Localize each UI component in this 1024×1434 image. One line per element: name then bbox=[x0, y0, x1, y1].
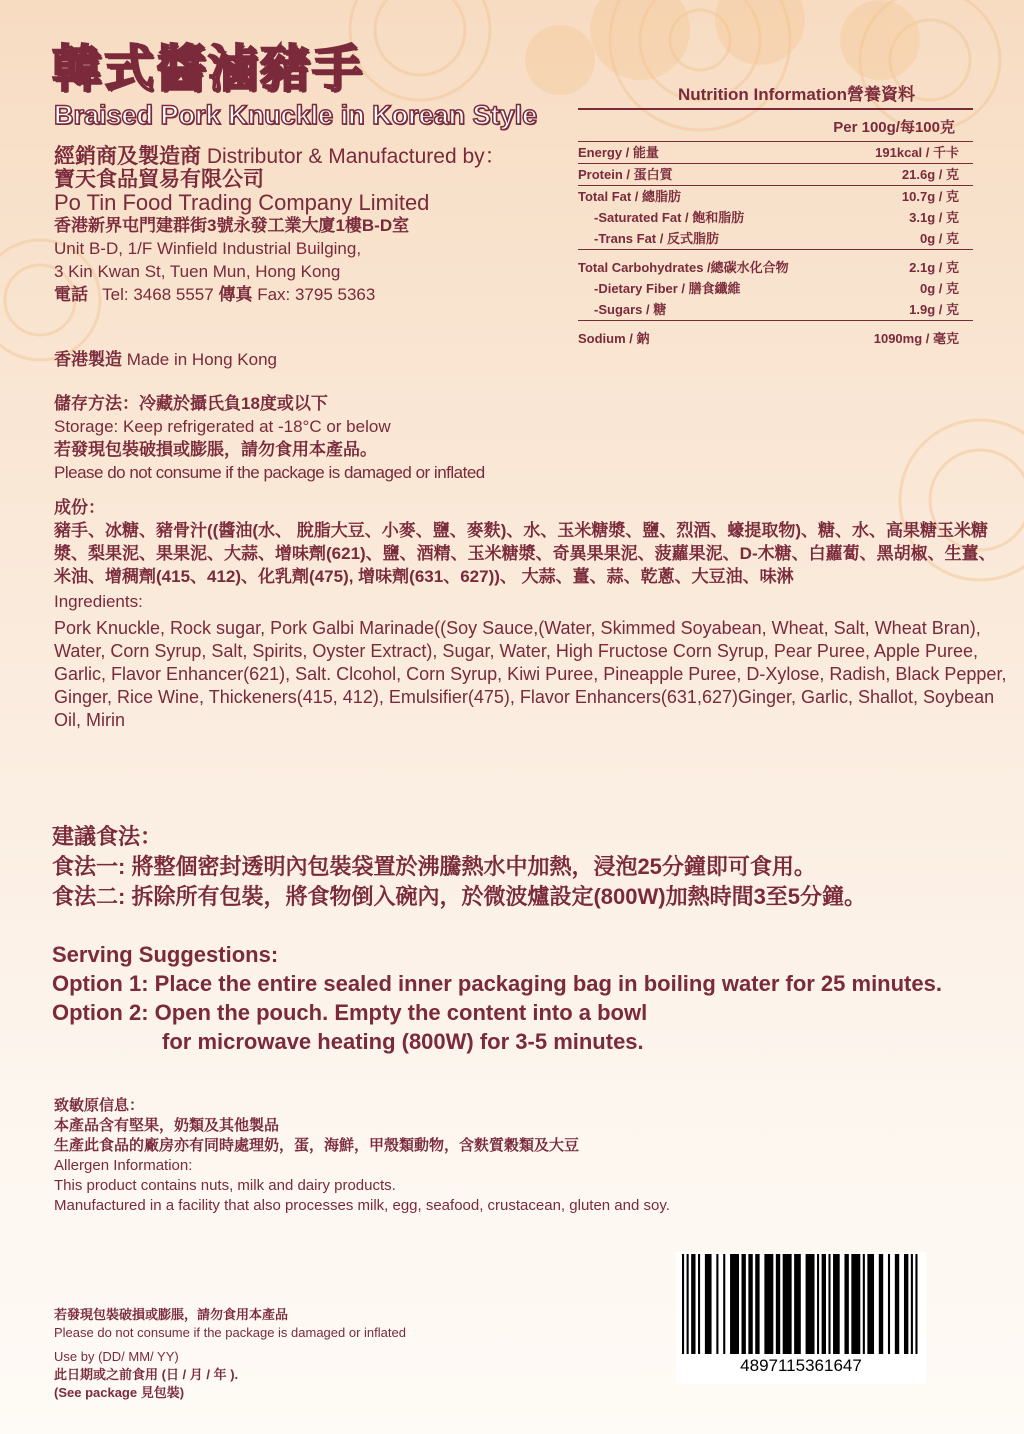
barcode-bar bbox=[911, 1254, 913, 1354]
use-by-en: Use by (DD/ MM/ YY) bbox=[54, 1349, 179, 1364]
suggestion-option1-zh: 食法一: 將整個密封透明內包裝袋置於沸騰熱水中加熱，浸泡25分鐘即可食用。 bbox=[52, 854, 816, 879]
nutrient-value: 1.9g / 克 bbox=[909, 302, 959, 317]
barcode-bar bbox=[828, 1254, 830, 1354]
suggestions-heading-en: Serving Suggestions: bbox=[52, 942, 279, 967]
nutrient-value: 0g / 克 bbox=[919, 231, 959, 246]
nutrient-label: Energy / 能量 bbox=[578, 142, 846, 164]
nutrient-value: 1090mg / 毫克 bbox=[846, 321, 973, 350]
distributor-label-zh: 經銷商及製造商 bbox=[54, 145, 201, 168]
suggestions-heading-zh: 建議食法： bbox=[52, 824, 163, 849]
barcode-bar bbox=[716, 1254, 718, 1354]
storage-warning-en: Please do not consume if the package is damaged or inflated bbox=[54, 463, 485, 482]
allergen-heading-zh: 致敏原信息： bbox=[54, 1097, 145, 1114]
nutrient-label: Total Fat / 總脂肪 bbox=[578, 186, 846, 208]
nutrient-label: Total Carbohydrates /總碳水化合物 bbox=[578, 250, 846, 279]
allergen-line2-zh: 生產此食品的廠房亦有同時處理奶，蛋，海鮮，甲殼類動物，含麩質穀類及大豆 bbox=[54, 1137, 580, 1154]
barcode-bar bbox=[742, 1254, 746, 1354]
nutrition-row bbox=[578, 207, 973, 228]
company-name-zh: 寶天食品貿易有限公司 bbox=[54, 168, 264, 191]
made-in-en: Made in Hong Kong bbox=[126, 350, 278, 369]
barcode-bar bbox=[867, 1254, 874, 1354]
footer-warning-en: Please do not consume if the package is damaged or inflated bbox=[54, 1325, 406, 1340]
nutrition-row bbox=[578, 250, 973, 279]
footer-notes bbox=[54, 1306, 406, 1402]
nutrient-label: -Trans Fat / 反式脂肪 bbox=[594, 231, 719, 246]
nutrient-label: Sodium / 鈉 bbox=[578, 321, 846, 350]
nutrient-value: 2.1g / 克 bbox=[846, 250, 973, 279]
fax-label: 傳真 bbox=[218, 285, 253, 304]
allergen-heading-en: Allergen Information: bbox=[54, 1157, 193, 1174]
suggestion-option2-zh: 食法二: 拆除所有包裝，將食物倒入碗內，於微波爐設定(800W)加熱時間3至5分鐘。 bbox=[52, 884, 867, 909]
nutrient-label: -Dietary Fiber / 膳食纖維 bbox=[594, 281, 741, 296]
product-title-en: Braised Pork Knuckle in Korean Style bbox=[54, 100, 538, 130]
nutrition-row bbox=[578, 321, 973, 350]
barcode-bar bbox=[904, 1254, 908, 1354]
nutrition-row bbox=[578, 299, 973, 321]
address-zh: 香港新界屯門建群街3號永發工業大廈1樓B-D室 bbox=[54, 216, 410, 235]
barcode-bar bbox=[863, 1254, 865, 1354]
distributor-label-en: Distributor & Manufactured by： bbox=[206, 145, 506, 168]
barcode-bar bbox=[687, 1254, 689, 1354]
ingredients-block bbox=[54, 496, 1009, 732]
barcode-bar bbox=[748, 1254, 752, 1354]
address-en-line1: Unit B-D, 1/F Winfield Industrial Builging, bbox=[54, 239, 362, 258]
phone-number: Tel: 3468 5557 bbox=[102, 285, 214, 304]
made-in-zh: 香港製造 bbox=[54, 350, 122, 369]
barcode-bar bbox=[806, 1254, 815, 1354]
barcode-bar bbox=[691, 1254, 695, 1354]
allergen-line2-en: Manufactured in a facility that also processes milk, egg, seafood, crustacean, gluten and soy. bbox=[54, 1197, 670, 1214]
barcode bbox=[676, 1252, 926, 1384]
suggestion-option2-en-line2: for microwave heating (800W) for 3-5 minutes. bbox=[162, 1029, 644, 1054]
phone-label: 電話 bbox=[54, 285, 88, 304]
nutrient-value: 10.7g / 克 bbox=[846, 186, 973, 208]
manufacturer-block bbox=[54, 145, 506, 306]
storage-en: Storage: Keep refrigerated at -18°C or below bbox=[54, 417, 391, 436]
storage-zh: 儲存方法：冷藏於攝氏負18度或以下 bbox=[54, 394, 328, 413]
barcode-bar bbox=[723, 1254, 725, 1354]
barcode-bar bbox=[764, 1254, 773, 1354]
ingredients-heading-zh: 成份： bbox=[54, 498, 105, 517]
suggestion-option2-en-line1: Option 2: Open the pouch. Empty the content into a bowl bbox=[52, 1000, 648, 1025]
barcode-bar bbox=[888, 1254, 890, 1354]
barcode-bar bbox=[879, 1254, 883, 1354]
nutrient-label: -Sugars / 糖 bbox=[594, 302, 667, 317]
nutrient-value: 21.6g / 克 bbox=[846, 164, 973, 186]
allergen-block bbox=[54, 1096, 670, 1216]
allergen-line1-en: This product contains nuts, milk and dairy products. bbox=[54, 1177, 396, 1194]
company-name-en: Po Tin Food Trading Company Limited bbox=[54, 190, 430, 215]
barcode-bar bbox=[783, 1254, 792, 1354]
serving-suggestions-zh bbox=[52, 822, 866, 912]
address-en-line2: 3 Kin Kwan St, Tuen Mun, Hong Kong bbox=[54, 262, 341, 281]
barcode-bar bbox=[755, 1254, 759, 1354]
nutrient-value: 0g / 克 bbox=[919, 281, 959, 296]
nutrition-row bbox=[578, 186, 973, 208]
nutrient-value: 191kcal / 千卡 bbox=[846, 142, 973, 164]
nutrient-value: 3.1g / 克 bbox=[909, 210, 959, 225]
ingredients-text-en: Pork Knuckle, Rock sugar, Pork Galbi Marinade((Soy Sauce,(Water, Skimmed Soyabean, Wheat, Salt, Wheat Bran), Water, Corn Syrup, Salt, Spirits, Oyster Extract), Sugar, Water, High Fructose Corn Syrup, Pear Puree, Apple Puree, Garlic, Flavor Enhancer(621), Salt. Clcohol, Corn Syrup, Kiwi Puree, Pineapple Puree, D-Xylose, Radish, Black Pepper, Ginger, Rice Wine, Thickeners(415, 412), Emulsifier(475), Flavor Enhancers(631,627)Ginger, Garlic, Shallot, Soybean Oil, Mirin bbox=[54, 618, 1007, 730]
nutrition-row bbox=[578, 278, 973, 299]
see-package: (See package 見包裝) bbox=[54, 1385, 185, 1400]
serving-suggestions-en bbox=[52, 940, 1012, 1056]
barcode-number: 4897115361647 bbox=[740, 1356, 862, 1375]
barcode-bar bbox=[682, 1254, 684, 1354]
suggestion-option1-en: Option 1: Place the entire sealed inner packaging bag in boiling water for 25 minutes. bbox=[52, 971, 942, 996]
barcode-bar bbox=[895, 1254, 899, 1354]
use-by-zh: 此日期或之前食用 (日 / 月 / 年 ). bbox=[54, 1367, 239, 1382]
barcode-bar bbox=[698, 1254, 700, 1354]
fax-number: Fax: 3795 5363 bbox=[257, 285, 376, 304]
ingredients-heading-en: Ingredients: bbox=[54, 592, 143, 611]
barcode-bar bbox=[794, 1254, 801, 1354]
barcode-bar bbox=[705, 1254, 712, 1354]
nutrition-row bbox=[578, 228, 973, 250]
barcode-bar bbox=[730, 1254, 739, 1354]
barcode-bar bbox=[776, 1254, 780, 1354]
nutrition-heading: Nutrition Information營養資料 bbox=[677, 85, 915, 104]
barcode-bar bbox=[817, 1254, 819, 1354]
allergen-line1-zh: 本產品含有堅果，奶類及其他製品 bbox=[54, 1117, 280, 1134]
barcode-bar bbox=[851, 1254, 860, 1354]
nutrition-row bbox=[578, 164, 973, 186]
made-in bbox=[54, 345, 277, 370]
nutrient-label: -Saturated Fat / 飽和脂肪 bbox=[594, 210, 745, 225]
barcode-bar bbox=[822, 1254, 826, 1354]
nutrition-per: Per 100g/每100克 bbox=[833, 119, 955, 136]
nutrient-label: Protein / 蛋白質 bbox=[578, 164, 846, 186]
storage-warning-zh: 若發現包裝破損或膨脹，請勿食用本產品。 bbox=[54, 440, 377, 459]
product-title-zh: 韓式醬滷豬手 bbox=[52, 41, 364, 97]
nutrition-row bbox=[578, 142, 973, 164]
barcode-bar bbox=[915, 1254, 917, 1354]
storage-block bbox=[54, 392, 485, 484]
barcode-bar bbox=[844, 1254, 848, 1354]
barcode-bars bbox=[680, 1254, 922, 1354]
nutrition-table bbox=[578, 80, 973, 349]
barcode-bar bbox=[833, 1254, 840, 1354]
ingredients-text-zh: 豬手、冰糖、豬骨汁((醬油(水、 脫脂大豆、小麥、鹽、麥麩)、水、玉米糖漿、鹽、烈酒、蠔提取物)、糖、水、高果糖玉米糖漿、梨果泥、果果泥、大蒜、增味劑(621)、鹽、酒精、玉米糖漿、奇異果果泥、菠蘿果泥、D-木糖、白蘿蔔、黑胡椒、生薑、米油、增稠劑(415、412)、化乳劑(475), 增味劑(631、627))、 大蒜、薑、蒜、乾蔥、大豆油、味淋 bbox=[54, 521, 996, 586]
footer-warning-zh: 若發現包裝破損或膨脹，請勿食用本產品 bbox=[54, 1307, 289, 1322]
